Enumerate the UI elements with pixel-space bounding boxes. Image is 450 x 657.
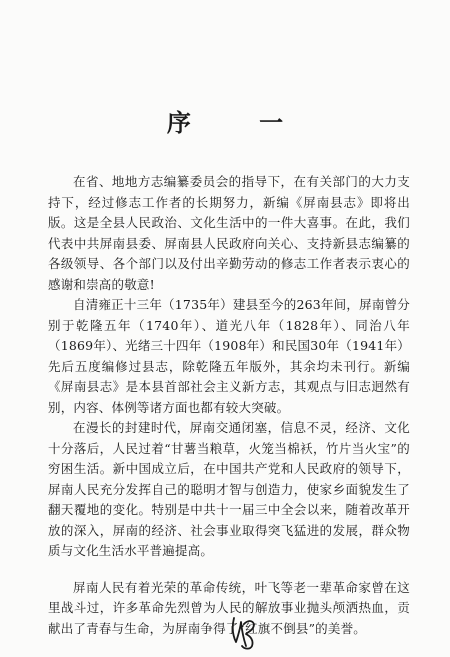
paragraph-2: 自清雍正十三年（1735年）建县至今的263年间，屏南曾分别于乾隆五年（1740年）、道光八年（1828年）、同治八年（1869年）、光绪三十四年（1908年）和民国30年（1941年）先后五度编修过县志，除乾隆五年版外，其余均未刊行。新编《屏南县志》是本县首部社会主义新方志，其观点与旧志迥然有别，内容、体例等诸方面也都有较大突破。 (48, 297, 410, 415)
body-text (48, 172, 410, 639)
paragraph-3: 在漫长的封建时代，屏南交通闭塞，信息不灵，经济、文化十分落后，人民过着“甘薯当粮草，火笼当棉袄，竹片当火宝”的穷困生活。新中国成立后，在中国共产党和人民政府的领导下，屏南人民充分发挥自己的聪明才智与创造力，使家乡面貌发生了翻天覆地的变化。特别是中共十一届三中全会以来，随着改革开放的深入，屏南的经济、社会事业取得突飞猛进的发展，群众物质与文化生活水平普遍提高。 (48, 420, 410, 558)
page-title: 序 一 (166, 108, 314, 137)
handwritten-page-mark (228, 612, 258, 652)
paragraph-1: 在省、地地方志编纂委员会的指导下，在有关部门的大力支持下，经过修志工作者的长期努力，新编《屏南县志》即将出版。这是全县人民政治、文化生活中的一件大喜事。在此，我们代表中共屏南县委、屏南县人民政府向关心、支持新县志编纂的各级领导、各个部门以及付出辛勤劳动的修志工作者表示衷心的感谢和崇高的敬意! (48, 174, 410, 292)
paragraph-4: 屏南人民有着光荣的革命传统，叶飞等老一辈革命家曾在这里战斗过，许多革命先烈曾为人民的解放事业抛头颅洒热血，贡献出了青春与生命，为屏南争得了“红旗不倒县”的美誉。 (48, 579, 410, 636)
